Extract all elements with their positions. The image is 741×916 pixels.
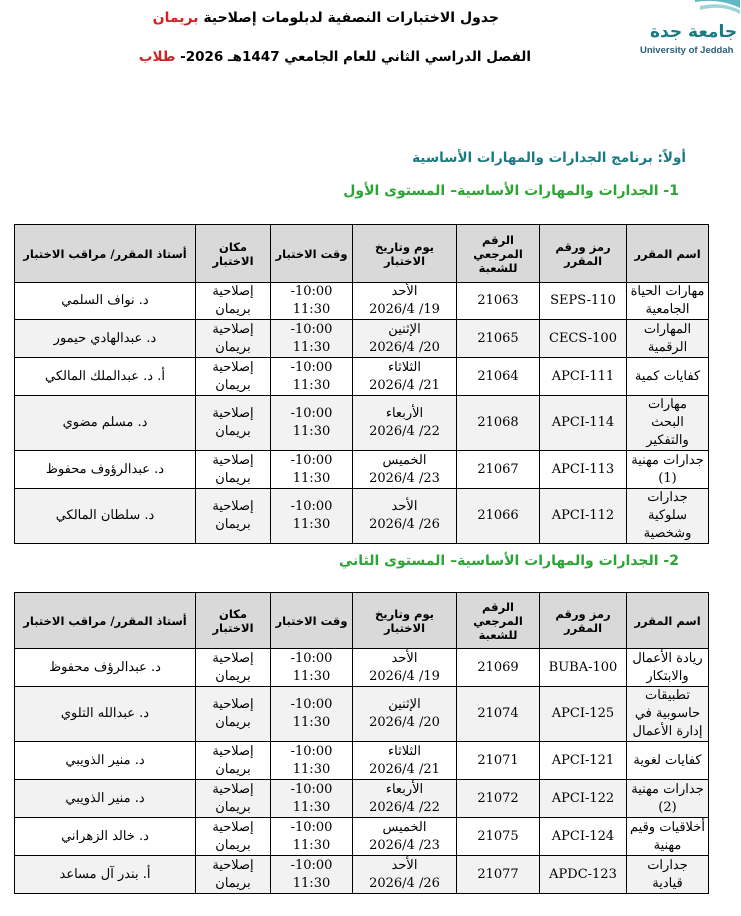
exam-time-time-end: 11:30: [292, 377, 331, 393]
header-ref-number: الرقم المرجعي للشعبة: [457, 225, 540, 283]
exam-place-place-2: بريمان: [215, 517, 251, 532]
exam-time-time-start: 10:00-: [290, 452, 333, 468]
course-code: [540, 358, 627, 396]
section-title: أولاً: برنامج الجدارات والمهارات الأساسية: [412, 150, 686, 166]
exam-place: [196, 856, 271, 894]
course-name: [627, 320, 709, 358]
exam-place-place-2: بريمان: [215, 339, 251, 355]
ref-number: [457, 687, 540, 742]
level-2-table: [14, 592, 709, 894]
table-row: [15, 396, 709, 451]
exam-time-time-start: 10:00-: [290, 781, 333, 797]
course-name-course-name: ريادة الأعمال والابتكار: [632, 650, 703, 684]
exam-place-place-1: إصلاحية: [212, 697, 254, 712]
exam-time: [271, 283, 353, 320]
ref-number: [457, 780, 540, 818]
exam-day: [353, 451, 457, 489]
course-code: [540, 780, 627, 818]
exam-place: [196, 818, 271, 856]
exam-time: [271, 451, 353, 489]
exam-place-place-1: إصلاحية: [212, 743, 254, 759]
exam-place: [196, 396, 271, 451]
ref-number-ref-number: 21066: [477, 508, 519, 523]
exam-day-day: الأربعاء: [385, 781, 424, 797]
exam-place-place-1: إصلاحية: [212, 819, 254, 835]
instructor-instructor: د. عبدالرؤف محفوظ: [49, 659, 161, 675]
exam-time: [271, 856, 353, 894]
exam-time-time-start: 10:00-: [290, 406, 333, 421]
exam-place-place-1: إصلاحية: [212, 284, 254, 299]
header-exam-place: مكان الاختبار: [196, 593, 271, 649]
exam-day-day: الإثنين: [388, 697, 421, 712]
exam-place-place-1: إصلاحية: [212, 321, 254, 337]
exam-place-place-1: إصلاحية: [212, 857, 254, 873]
exam-day: [353, 649, 457, 687]
course-name: [627, 451, 709, 489]
exam-time-time-start: 10:00-: [290, 857, 333, 873]
exam-day: [353, 818, 457, 856]
course-code-course-code: APCI-124: [551, 828, 615, 844]
course-name-course-name: كفايات لغوية: [633, 752, 702, 768]
exam-time-time-end: 11:30: [292, 715, 331, 730]
title-highlight: بريمان: [152, 10, 199, 26]
header-exam-place: مكان الاختبار: [196, 225, 271, 283]
exam-place-place-2: بريمان: [215, 302, 251, 317]
exam-time-time-start: 10:00-: [290, 284, 333, 299]
exam-time-time-start: 10:00-: [290, 697, 333, 712]
exam-day-date: 20/ 2026/4: [369, 715, 440, 730]
exam-time-time-end: 11:30: [292, 761, 331, 777]
instructor: [15, 818, 196, 856]
ref-number: [457, 358, 540, 396]
exam-place: [196, 451, 271, 489]
exam-day-date: 19/ 2026/4: [369, 668, 440, 684]
level-2-rows: [15, 649, 709, 894]
exam-place-place-2: بريمان: [215, 668, 251, 684]
course-name-course-name: جدارات مهنية (1): [631, 452, 704, 486]
instructor: [15, 283, 196, 320]
course-name-course-name: المهارات الرقمية: [643, 321, 692, 355]
exam-time-time-end: 11:30: [292, 339, 331, 355]
header-course-name: اسم المقرر: [627, 593, 709, 649]
level-1-rows: [15, 283, 709, 544]
header-ref-number: الرقم المرجعي للشعبة: [457, 593, 540, 649]
exam-place-place-1: إصلاحية: [212, 452, 254, 468]
exam-day-date: 23/ 2026/4: [369, 470, 440, 486]
table-row: [15, 451, 709, 489]
course-name: [627, 489, 709, 544]
exam-place-place-2: بريمان: [215, 470, 251, 486]
exam-time: [271, 358, 353, 396]
exam-day: [353, 489, 457, 544]
course-name-course-name: جدارات مهنية (2): [631, 781, 704, 815]
exam-day-date: 21/ 2026/4: [369, 761, 440, 777]
exam-time: [271, 649, 353, 687]
course-code-course-code: APCI-125: [551, 706, 615, 721]
instructor-instructor: أ. د. عبدالملك المالكي: [45, 368, 165, 384]
instructor-instructor: أ. بندر آل مساعد: [59, 866, 151, 882]
table-header-row: [15, 225, 709, 283]
course-code-course-code: APCI-114: [551, 415, 615, 430]
instructor: [15, 396, 196, 451]
exam-time: [271, 818, 353, 856]
ref-number-ref-number: 21075: [477, 828, 519, 844]
subtitle-main: الفصل الدراسي الثاني للعام الجامعي 1447هـ 2026-: [180, 49, 531, 65]
exam-place-place-1: إصلاحية: [212, 781, 254, 797]
ref-number: [457, 283, 540, 320]
table-header-row: [15, 593, 709, 649]
exam-day: [353, 283, 457, 320]
course-code: [540, 687, 627, 742]
instructor: [15, 742, 196, 780]
table-row: [15, 358, 709, 396]
exam-place-place-2: بريمان: [215, 424, 251, 439]
course-name: [627, 742, 709, 780]
exam-time: [271, 687, 353, 742]
course-code-course-code: APDC-123: [549, 866, 617, 882]
ref-number: [457, 489, 540, 544]
course-name-course-name: تطبيقات حاسوبية في إدارة الأعمال: [632, 688, 703, 739]
subtitle-highlight: طلاب: [138, 49, 176, 65]
course-name: [627, 283, 709, 320]
exam-day: [353, 856, 457, 894]
header-exam-time: وقت الاختبار: [271, 225, 353, 283]
exam-place-place-2: بريمان: [215, 837, 251, 853]
ref-number-ref-number: 21077: [477, 866, 519, 882]
exam-time-time-end: 11:30: [292, 875, 331, 891]
ref-number-ref-number: 21063: [477, 293, 519, 308]
page-subtitle: [139, 49, 531, 65]
course-code: [540, 742, 627, 780]
course-code: [540, 451, 627, 489]
ref-number: [457, 396, 540, 451]
instructor: [15, 687, 196, 742]
exam-place-place-1: إصلاحية: [212, 650, 254, 666]
header-course-name: اسم المقرر: [627, 225, 709, 283]
table-row: [15, 489, 709, 544]
instructor: [15, 856, 196, 894]
instructor: [15, 451, 196, 489]
course-code: [540, 320, 627, 358]
ref-number: [457, 320, 540, 358]
exam-day-date: 20/ 2026/4: [369, 339, 440, 355]
exam-place: [196, 687, 271, 742]
course-code-course-code: APCI-122: [551, 790, 615, 806]
exam-day-day: الأربعاء: [385, 406, 424, 421]
course-name-course-name: جدارات سلوكية وشخصية: [643, 490, 692, 541]
instructor: [15, 649, 196, 687]
course-code: [540, 283, 627, 320]
exam-day-date: 23/ 2026/4: [369, 837, 440, 853]
exam-place-place-2: بريمان: [215, 715, 251, 730]
header-course-code: رمز ورقم المقرر: [540, 225, 627, 283]
ref-number: [457, 856, 540, 894]
exam-day: [353, 396, 457, 451]
table-row: [15, 320, 709, 358]
exam-time-time-start: 10:00-: [290, 499, 333, 514]
exam-day-date: 19/ 2026/4: [369, 302, 440, 317]
ref-number: [457, 742, 540, 780]
exam-place: [196, 742, 271, 780]
exam-place: [196, 283, 271, 320]
table-row: [15, 742, 709, 780]
ref-number: [457, 649, 540, 687]
exam-time-time-start: 10:00-: [290, 359, 333, 375]
course-name: [627, 780, 709, 818]
exam-day-day: الأحد: [391, 857, 418, 873]
instructor-instructor: د. منير الذويبي: [65, 752, 145, 768]
exam-place-place-2: بريمان: [215, 875, 251, 891]
header-exam-day: يوم وتاريخ الاختبار: [353, 225, 457, 283]
course-code-course-code: APCI-121: [551, 752, 615, 768]
exam-day-day: الخميس: [382, 819, 427, 835]
course-code: [540, 396, 627, 451]
logo-english: University of Jeddah: [640, 45, 734, 56]
exam-day-day: الثلاثاء: [388, 743, 421, 759]
ref-number: [457, 818, 540, 856]
course-name: [627, 856, 709, 894]
exam-time-time-start: 10:00-: [290, 321, 333, 337]
exam-day: [353, 742, 457, 780]
instructor-instructor: د. عبدالهادي حيمور: [53, 330, 157, 346]
header-instructor: أستاذ المقرر/ مراقب الاختبار: [15, 593, 196, 649]
course-name-course-name: مهارات البحث والتفكير: [646, 397, 689, 448]
ref-number-ref-number: 21069: [477, 659, 519, 675]
instructor-instructor: د. خالد الزهراني: [61, 828, 149, 844]
exam-place-place-1: إصلاحية: [212, 499, 254, 514]
exam-time-time-end: 11:30: [292, 470, 331, 486]
exam-place: [196, 489, 271, 544]
exam-day-day: الخميس: [382, 452, 427, 468]
header-instructor: أستاذ المقرر/ مراقب الاختبار: [15, 225, 196, 283]
exam-time-time-end: 11:30: [292, 799, 331, 815]
level-1-table: [14, 224, 709, 544]
exam-place: [196, 780, 271, 818]
exam-time-time-end: 11:30: [292, 302, 331, 317]
exam-day-day: الثلاثاء: [388, 359, 421, 375]
course-code-course-code: CECS-100: [549, 330, 617, 346]
page-title: [153, 10, 499, 26]
table-row: [15, 649, 709, 687]
course-code-course-code: APCI-112: [551, 508, 615, 523]
title-main: جدول الاختبارات النصفية لدبلومات إصلاحية: [203, 10, 499, 26]
ref-number-ref-number: 21068: [477, 415, 519, 430]
course-name: [627, 396, 709, 451]
header-course-code: رمز ورقم المقرر: [540, 593, 627, 649]
course-code: [540, 649, 627, 687]
ref-number: [457, 451, 540, 489]
exam-place: [196, 358, 271, 396]
instructor: [15, 358, 196, 396]
exam-day-day: الإثنين: [388, 321, 421, 337]
exam-time-time-end: 11:30: [292, 668, 331, 684]
exam-day: [353, 687, 457, 742]
instructor-instructor: د. سلطان المالكي: [55, 508, 155, 523]
table-row: [15, 283, 709, 320]
table-row: [15, 780, 709, 818]
instructor-instructor: د. نواف السلمي: [61, 293, 149, 308]
table-row: [15, 687, 709, 742]
header-exam-day: يوم وتاريخ الاختبار: [353, 593, 457, 649]
exam-day-date: 22/ 2026/4: [369, 424, 440, 439]
exam-time-time-end: 11:30: [292, 837, 331, 853]
course-code-course-code: SEPS-110: [550, 293, 616, 308]
course-name-course-name: كفايات كمية: [634, 368, 701, 384]
logo-arabic: جامعة جدة: [650, 22, 738, 42]
exam-day-date: 22/ 2026/4: [369, 799, 440, 815]
ref-number-ref-number: 21074: [477, 706, 519, 721]
instructor: [15, 780, 196, 818]
exam-day-day: الأحد: [391, 499, 418, 514]
exam-day-date: 26/ 2026/4: [369, 875, 440, 891]
ref-number-ref-number: 21072: [477, 790, 519, 806]
ref-number-ref-number: 21065: [477, 330, 519, 346]
exam-time: [271, 780, 353, 818]
course-name: [627, 649, 709, 687]
exam-place: [196, 649, 271, 687]
exam-day: [353, 320, 457, 358]
header-exam-time: وقت الاختبار: [271, 593, 353, 649]
exam-place-place-2: بريمان: [215, 377, 251, 393]
exam-time-time-end: 11:30: [292, 517, 331, 532]
instructor: [15, 320, 196, 358]
exam-time: [271, 742, 353, 780]
exam-time: [271, 489, 353, 544]
ref-number-ref-number: 21071: [477, 752, 519, 768]
exam-day-date: 21/ 2026/4: [369, 377, 440, 393]
exam-place-place-2: بريمان: [215, 799, 251, 815]
instructor: [15, 489, 196, 544]
ref-number-ref-number: 21064: [477, 368, 519, 384]
exam-day-date: 26/ 2026/4: [369, 517, 440, 532]
exam-time: [271, 320, 353, 358]
table-row: [15, 818, 709, 856]
course-name-course-name: جدارات قيادية: [647, 857, 688, 891]
exam-time-time-start: 10:00-: [290, 819, 333, 835]
course-code-course-code: BUBA-100: [548, 659, 618, 675]
course-code-course-code: APCI-111: [551, 368, 615, 384]
exam-day: [353, 358, 457, 396]
exam-place: [196, 320, 271, 358]
exam-time-time-end: 11:30: [292, 424, 331, 439]
level-1-title: 1- الجدارات والمهارات الأساسية– المستوى الأول: [343, 183, 679, 199]
course-code: [540, 856, 627, 894]
exam-place-place-2: بريمان: [215, 761, 251, 777]
course-code: [540, 818, 627, 856]
instructor-instructor: د. منير الذويبي: [65, 790, 145, 806]
ref-number-ref-number: 21067: [477, 461, 519, 477]
course-name-course-name: أخلاقيات وقيم مهنية: [630, 819, 705, 853]
exam-time-time-start: 10:00-: [290, 743, 333, 759]
course-code: [540, 489, 627, 544]
level-2-title: 2- الجدارات والمهارات الأساسية– المستوى الثاني: [338, 553, 679, 569]
table-row: [15, 856, 709, 894]
exam-day: [353, 780, 457, 818]
course-code-course-code: APCI-113: [551, 461, 615, 477]
exam-time-time-start: 10:00-: [290, 650, 333, 666]
course-name: [627, 358, 709, 396]
instructor-instructor: د. عبدالرؤوف محفوظ: [45, 461, 165, 477]
course-name: [627, 687, 709, 742]
exam-day-day: الأحد: [391, 650, 418, 666]
exam-time: [271, 396, 353, 451]
course-name: [627, 818, 709, 856]
instructor-instructor: د. عبدالله التلوي: [60, 706, 150, 721]
exam-place-place-1: إصلاحية: [212, 406, 254, 421]
exam-day-day: الأحد: [391, 284, 418, 299]
course-name-course-name: مهارات الحياة الجامعية: [630, 284, 705, 317]
exam-place-place-1: إصلاحية: [212, 359, 254, 375]
instructor-instructor: د. مسلم مضوي: [62, 415, 148, 430]
